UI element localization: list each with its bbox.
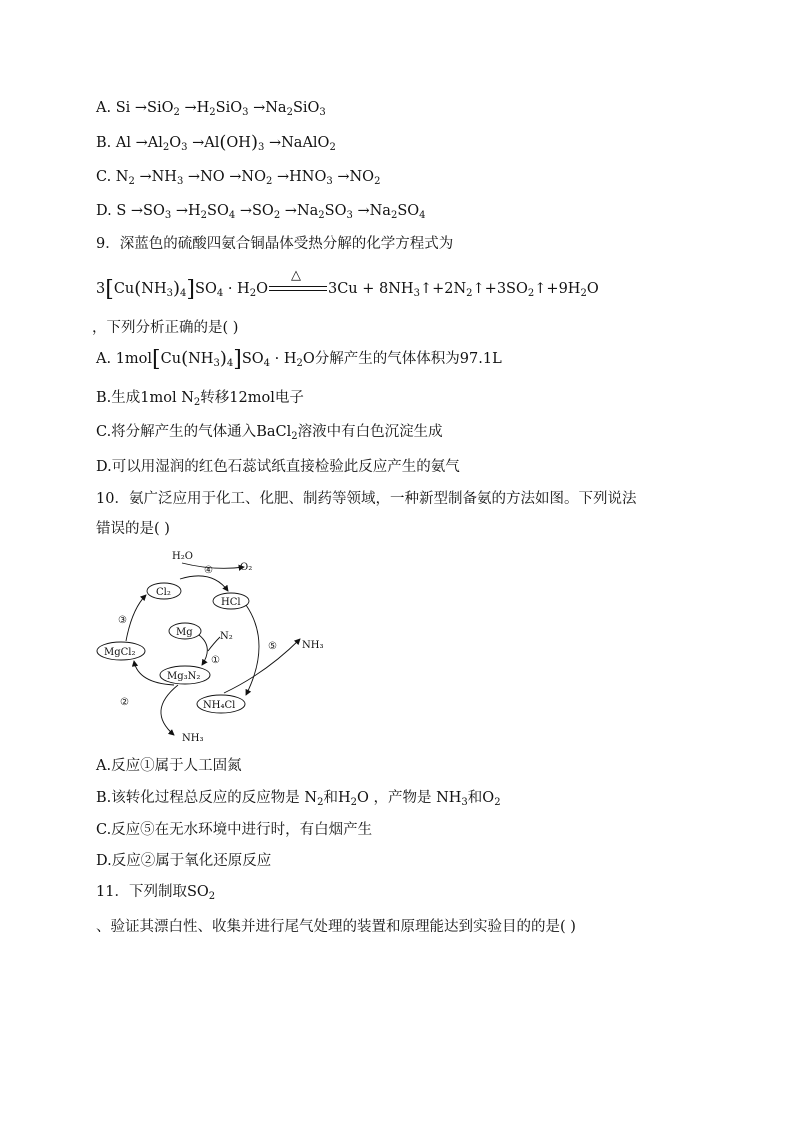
label-mgcl2: MgCl₂ — [104, 647, 136, 658]
q8-option-d: D. $S \to SO_3 \to H_2SO_4 \to SO_2 \to Na_2SO_3 \to Na_2SO_4$ — [96, 203, 426, 221]
q9-option-a: A. $1mol[Cu(NH_3)_4]SO_4 \cdot H_2O$分解产生的气体体积为97.1L — [96, 347, 502, 372]
q9-equation: $3[Cu(NH_3)_4]SO_4 \cdot H_2O$ △ $3Cu + 8NH_3↑+2N_2↑+3SO_2↑+9H_2O$ — [96, 268, 599, 302]
label-nh3-bottom: NH₃ — [182, 733, 204, 744]
q10-option-c: C.反应⑤在无水环境中进行时，有白烟产生 — [96, 822, 373, 838]
q10-option-b: B.该转化过程总反应的反应物是 $N_2$和$H_2O$ ，产物是 $NH_3$和$O_2$ — [96, 790, 501, 808]
label-h2o: H₂O — [172, 551, 193, 562]
q10-stem-line2: 错误的是( ) — [96, 521, 170, 537]
step-1: ① — [211, 655, 220, 666]
arrow-cl2-to-hcl — [180, 576, 228, 591]
arrow-n2-in — [208, 637, 220, 651]
label-n2: N₂ — [220, 631, 233, 642]
heat-arrow: △ — [269, 282, 327, 296]
arrow-mg3n2-to-nh3 — [161, 685, 178, 735]
arrow-mgcl2-to-cl2 — [126, 595, 146, 641]
q10-stem-line1: 10．氨广泛应用于化工、化肥、制药等领域，一种新型制备氨的方法如图。下列说法 — [96, 491, 637, 507]
q9-option-d: D.可以用湿润的红色石蕊试纸直接检验此反应产生的氨气 — [96, 459, 460, 475]
arrow-h2o-to-o2 — [182, 563, 244, 568]
step-2: ② — [120, 697, 129, 708]
q9-stem: 9．深蓝色的硫酸四氨合铜晶体受热分解的化学方程式为 — [96, 236, 454, 252]
q11-stem-line1: 11．下列制取$SO_2$ — [96, 884, 216, 902]
step-5: ⑤ — [268, 641, 277, 652]
label-nh4cl: NH₄Cl — [203, 700, 236, 711]
q8-option-b: B. $Al \to Al_2O_3 \to Al(OH)_3$ →NaAlO$_2$ — [96, 132, 336, 153]
arrow-mg-to-mg3n2 — [199, 635, 207, 665]
q9-suffix: ，下列分析正确的是( ) — [92, 320, 239, 336]
q10-option-d: D.反应②属于氧化还原反应 — [96, 853, 272, 869]
arrow-nh4cl-to-nh3 — [224, 639, 300, 693]
label-o2: O₂ — [240, 562, 253, 573]
q9-option-c: C.将分解产生的气体通入BaCl$_2$溶液中有白色沉淀生成 — [96, 424, 443, 442]
q8-option-c: C. $N_2 \to NH_3 \to NO \to NO_2 \to HNO_3 \to NO_2$ — [96, 169, 381, 187]
q8-option-a: A. $Si \to SiO_2 \to H_2SiO_3 \to Na_2SiO_3$ — [96, 100, 326, 118]
step-4: ④ — [204, 565, 213, 576]
label-cl2: Cl₂ — [156, 587, 171, 598]
label-hcl: HCl — [221, 597, 241, 608]
step-3: ③ — [118, 615, 127, 626]
label-mg: Mg — [176, 627, 193, 638]
q11-stem-line2: 、验证其漂白性、收集并进行尾气处理的装置和原理能达到实验目的的是( ) — [96, 919, 576, 935]
reaction-cycle-diagram — [96, 543, 336, 745]
q9-option-b: B.生成1mol $N_2$转移12mol电子 — [96, 390, 304, 408]
label-mg3n2: Mg₃N₂ — [167, 671, 201, 682]
label-nh3-right: NH₃ — [302, 640, 324, 651]
q10-option-a: A.反应①属于人工固氮 — [96, 758, 242, 774]
arrow-hcl-to-nh4cl — [246, 605, 259, 695]
